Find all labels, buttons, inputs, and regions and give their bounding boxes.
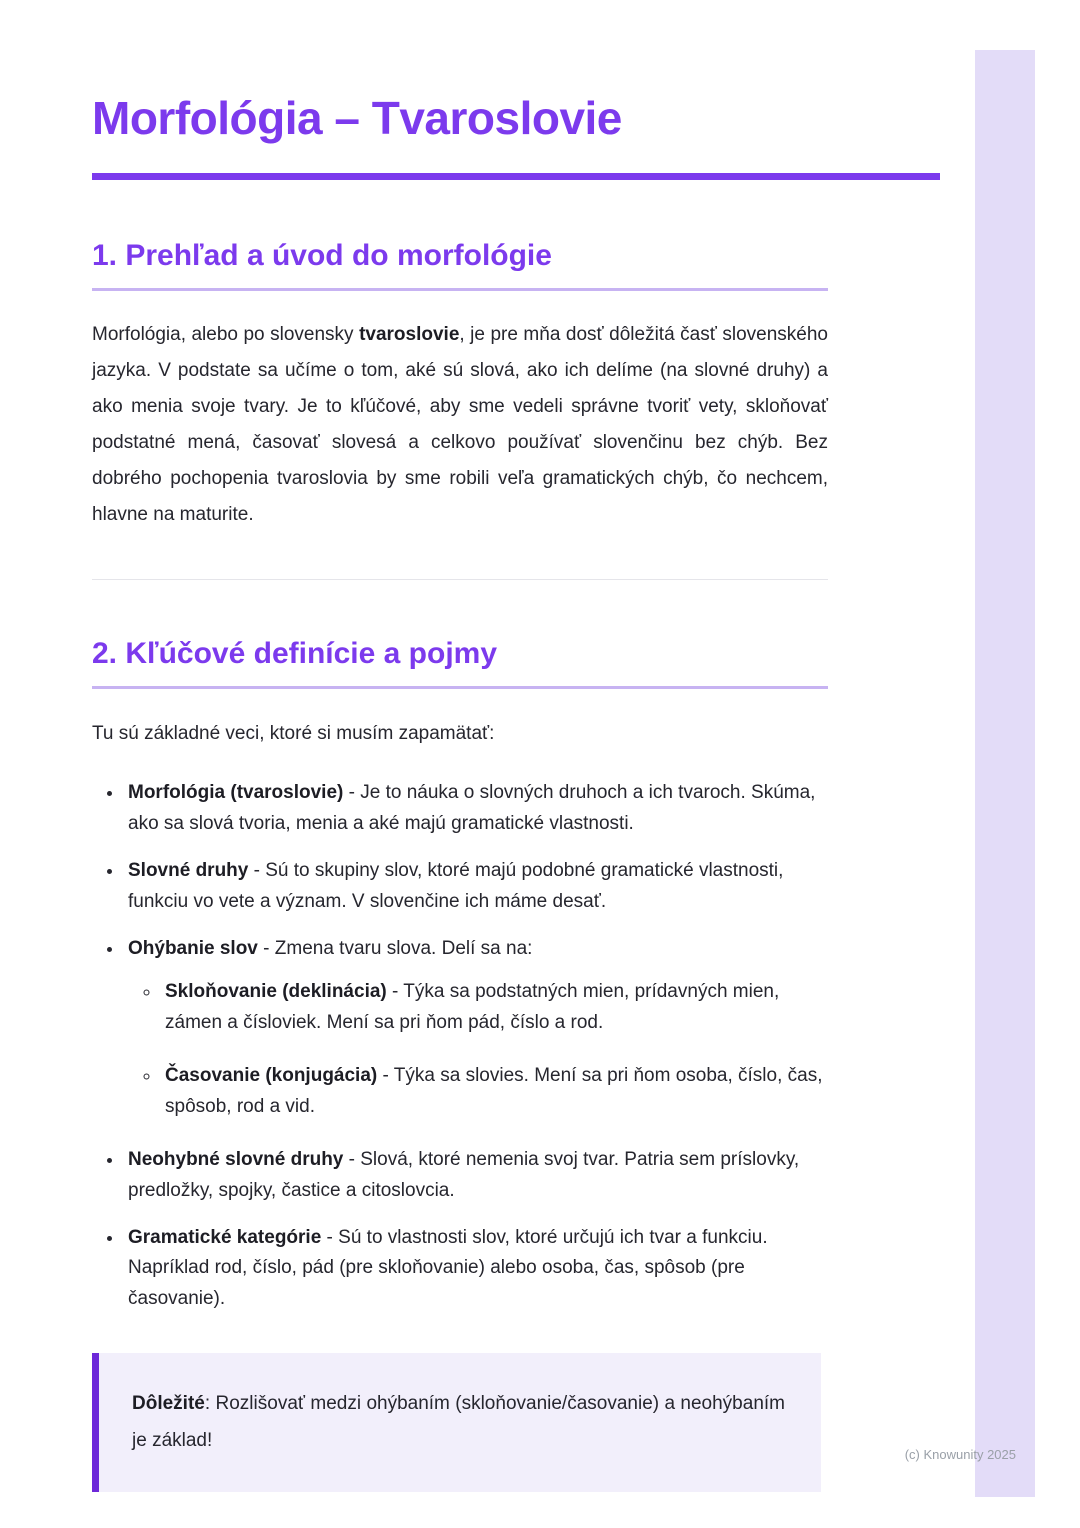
definition-term: Ohýbanie slov	[128, 937, 258, 959]
definition-term: Slovné druhy	[128, 859, 249, 881]
section-overview	[92, 238, 828, 534]
paragraph-bold-term: tvaroslovie	[359, 323, 460, 345]
overview-paragraph	[92, 317, 828, 534]
definition-desc: - Týka sa slovies. Mení sa pri ňom osoba, číslo, čas, spôsob, rod a vid.	[165, 1064, 823, 1117]
list-item	[124, 934, 828, 1123]
section-heading-definitions: 2. Kľúčové definície a pojmy	[92, 636, 828, 689]
footer-copyright: (c) Knowunity 2025	[904, 1447, 1016, 1462]
document-content	[92, 92, 828, 1528]
page-title: Morfológia – Tvaroslovie	[92, 92, 622, 144]
definition-desc: - Je to náuka o slovných druhoch a ich tvaroch. Skúma, ako sa slová tvoria, menia a aké majú gramatické vlastnosti.	[128, 781, 816, 834]
list-item	[124, 1223, 828, 1316]
section-heading-overview: 1. Prehľad a úvod do morfológie	[92, 238, 828, 291]
definitions-sublist	[128, 977, 828, 1123]
list-item	[124, 778, 828, 840]
definitions-list	[92, 778, 828, 1316]
definition-desc: - Týka sa podstatných mien, prídavných mien, zámen a čísloviek. Mení sa pri ňom pád, číslo a rod.	[165, 980, 780, 1033]
sub-list-item	[161, 977, 828, 1039]
title-rule	[92, 173, 940, 180]
definition-desc: - Zmena tvaru slova. Delí sa na:	[257, 937, 533, 959]
callout-important	[92, 1353, 821, 1491]
definition-desc: - Slová, ktoré nemenia svoj tvar. Patria sem príslovky, predložky, spojky, častice a citoslovcia.	[128, 1148, 800, 1201]
paragraph-text: , je pre mňa dosť dôležitá časť slovenského jazyka. V podstate sa učíme o tom, aké sú slová, ako ich delíme (na slovné druhy) a ako menia svoje tvary. Je to kľúčové, aby sme vedeli správne tvoriť vety, skloňovať podstatné mená, časovať slovesá a celkovo používať slovenčinu bez chýb. Bez dobrého pochopenia tvaroslovia by sme robili veľa gramatických chýb, čo nechcem, hlavne na maturite.	[92, 323, 828, 526]
callout-label: Dôležité	[132, 1393, 205, 1415]
definitions-intro: Tu sú základné veci, ktoré si musím zapamätať:	[92, 723, 495, 745]
callout-text	[132, 1386, 785, 1458]
sub-list-item	[161, 1061, 828, 1123]
paragraph-text: Morfológia, alebo po slovensky	[92, 323, 360, 345]
list-item	[124, 856, 828, 918]
definition-desc: - Sú to vlastnosti slov, ktoré určujú ich tvar a funkciu. Napríklad rod, číslo, pád (pre skloňovanie) alebo osoba, čas, spôsob (pre časovanie).	[128, 1226, 768, 1310]
definition-desc: - Sú to skupiny slov, ktoré majú podobné gramatické vlastnosti, funkciu vo vete a význam. V slovenčine ich máme desať.	[128, 859, 784, 912]
side-strip	[975, 50, 1035, 1497]
list-item	[124, 1145, 828, 1207]
definition-term: Morfológia (tvaroslovie)	[128, 781, 344, 803]
definition-term: Neohybné slovné druhy	[128, 1148, 344, 1170]
section-divider	[92, 579, 828, 580]
section-definitions	[92, 636, 828, 1491]
definition-term: Skloňovanie (deklinácia)	[165, 980, 387, 1002]
definition-term: Gramatické kategórie	[128, 1226, 322, 1248]
definition-term: Časovanie (konjugácia)	[165, 1064, 378, 1086]
callout-body: : Rozlišovať medzi ohýbaním (skloňovanie/časovanie) a neohýbaním je základ!	[132, 1393, 785, 1451]
